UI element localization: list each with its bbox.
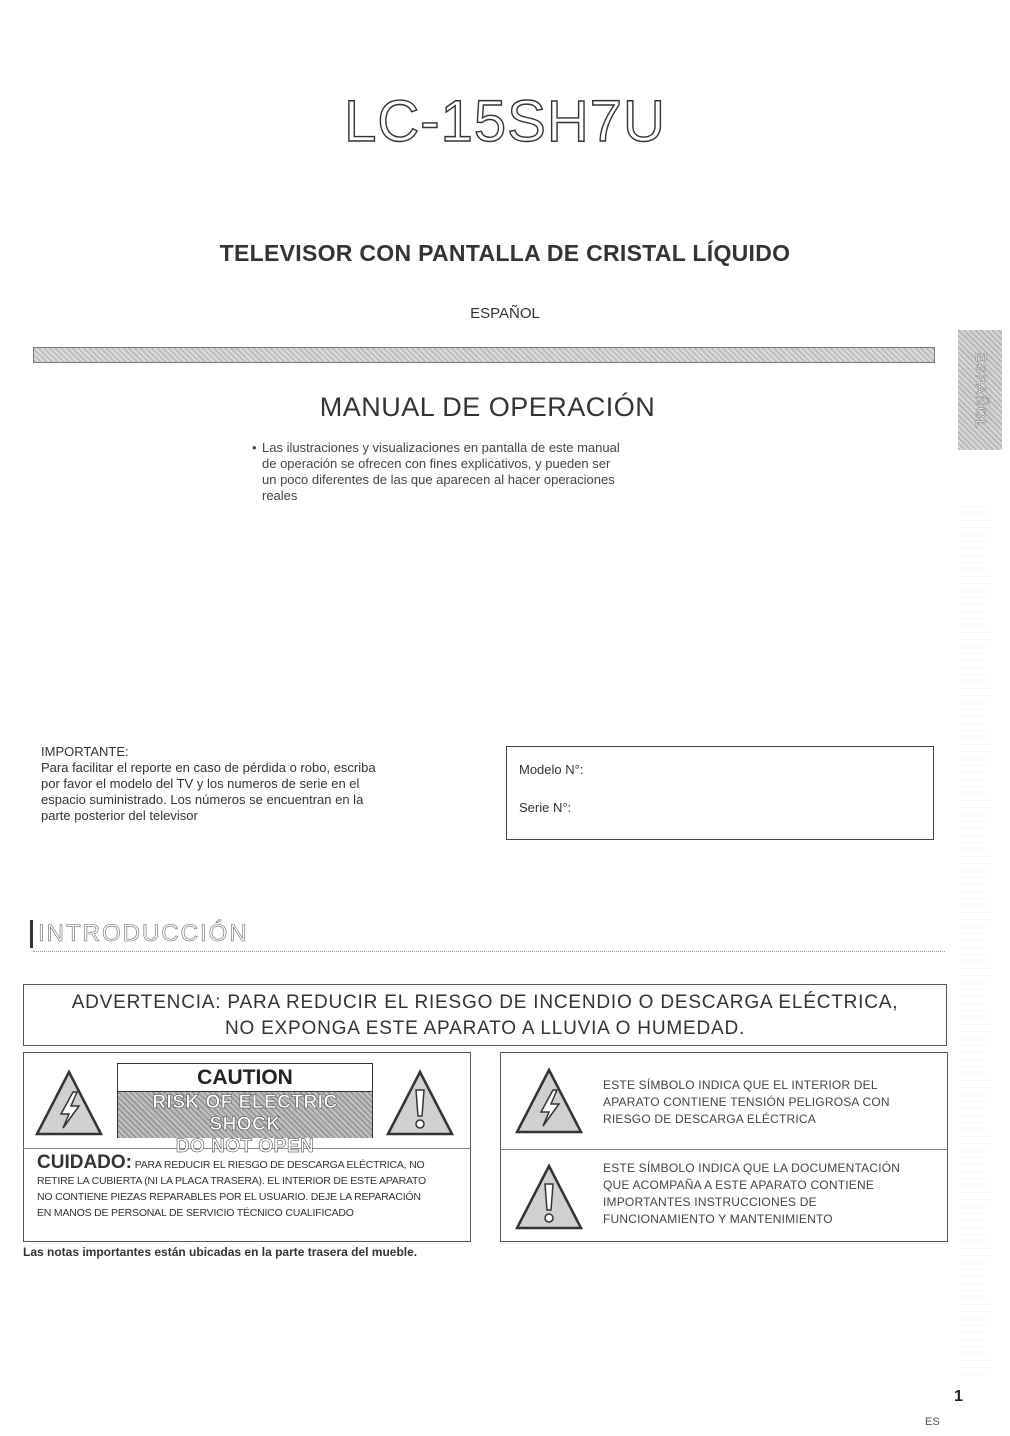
symbol-text-line: IMPORTANTES INSTRUCCIONES DE [603,1195,817,1209]
language-label: ESPAÑOL [470,305,540,322]
intro-note-line: de operación se ofrecen con fines explicativos, y pueden ser [262,456,611,471]
symbol-text-line: RIESGO DE DESCARGA ELÉCTRICA [603,1112,816,1126]
symbol-text-line: ESTE SÍMBOLO INDICA QUE LA DOCUMENTACIÓN [603,1161,901,1175]
important-heading: IMPORTANTE: [41,744,129,759]
caution-label [117,1063,373,1157]
intro-note-line: un poco diferentes de las que aparecen al hacer operaciones [262,472,615,487]
manual-title: MANUAL DE OPERACIÓN [319,392,656,422]
symbols-divider [500,1149,948,1150]
exclamation-symbol-icon [514,1162,584,1232]
important-notice [41,744,481,824]
caution-head: CAUTION [118,1064,372,1092]
symbol-text-line: APARATO CONTIENE TENSIÓN PELIGROSA CON [603,1095,890,1109]
lightning-warning-icon [34,1068,104,1138]
page-edge-texture [960,500,990,1380]
important-line: Para facilitar el reporte en caso de pérdida o robo, escriba [41,760,376,775]
intro-note-line: Las ilustraciones y visualizaciones en pantalla de este manual [262,440,620,455]
model-field-label: Modelo N°: [519,762,584,777]
lightning-symbol-text [603,1077,938,1128]
page-number: 1 [954,1388,963,1405]
warning-line: ADVERTENCIA: PARA REDUCIR EL RIESGO DE INCENDIO O DESCARGA ELÉCTRICA, [71,992,899,1013]
model-number: LC-15SH7U [344,89,666,154]
symbol-text-line: ESTE SÍMBOLO INDICA QUE EL INTERIOR DEL [603,1078,878,1092]
warning-box [23,984,947,1046]
cuidado-line: RETIRE LA CUBIERTA (NI LA PLACA TRASERA). EL INTERIOR DE ESTE APARATO [37,1175,427,1187]
caution-shock-line: RISK OF ELECTRIC SHOCK [152,1092,338,1135]
header-band [33,347,935,363]
bullet-icon: • [252,440,257,455]
intro-note [252,440,722,504]
cuidado-line: NO CONTIENE PIEZAS REPARABLES POR EL USUARIO. DEJE LA REPARACIÓN [37,1191,421,1203]
product-title: TELEVISOR CON PANTALLA DE CRISTAL LÍQUIDO [219,240,791,266]
important-line: espacio suministrado. Los números se encuentran en la [41,792,364,807]
exclamation-warning-icon [385,1068,455,1138]
section-divider [33,951,945,952]
lightning-symbol-icon [514,1066,584,1136]
side-tab-label: ESPAÑOL [971,351,989,429]
caution-shock-line: DO NOT OPEN [175,1136,315,1157]
language-side-tab [958,330,1002,450]
cuidado-line: PARA REDUCIR EL RIESGO DE DESCARGA ELÉCTRICA, NO [134,1159,425,1171]
caution-shock-text [118,1092,372,1157]
page-language-code: ES [925,1416,940,1428]
cuidado-label: CUIDADO: [37,1152,132,1173]
rear-note: Las notas importantes están ubicadas en la parte trasera del mueble. [23,1245,418,1259]
section-marker [30,920,33,948]
important-line: por favor el modelo del TV y los numeros de serie en el [41,776,360,791]
cuidado-line: EN MANOS DE PERSONAL DE SERVICIO TÉCNICO CUALIFICADO [37,1207,354,1219]
section-title: INTRODUCCIÓN [38,920,249,947]
symbol-text-line: QUE ACOMPAÑA A ESTE APARATO CONTIENE [603,1178,875,1192]
cuidado-text [37,1152,467,1221]
serial-form-box [506,746,934,840]
exclamation-symbol-text [603,1160,938,1228]
symbol-text-line: FUNCIONAMIENTO Y MANTENIMIENTO [603,1212,833,1226]
important-line: parte posterior del televisor [41,808,198,823]
serial-field-label: Serie N°: [519,800,572,815]
warning-line: NO EXPONGA ESTE APARATO A LLUVIA O HUMEDAD. [224,1018,746,1039]
intro-note-line: reales [262,488,298,503]
